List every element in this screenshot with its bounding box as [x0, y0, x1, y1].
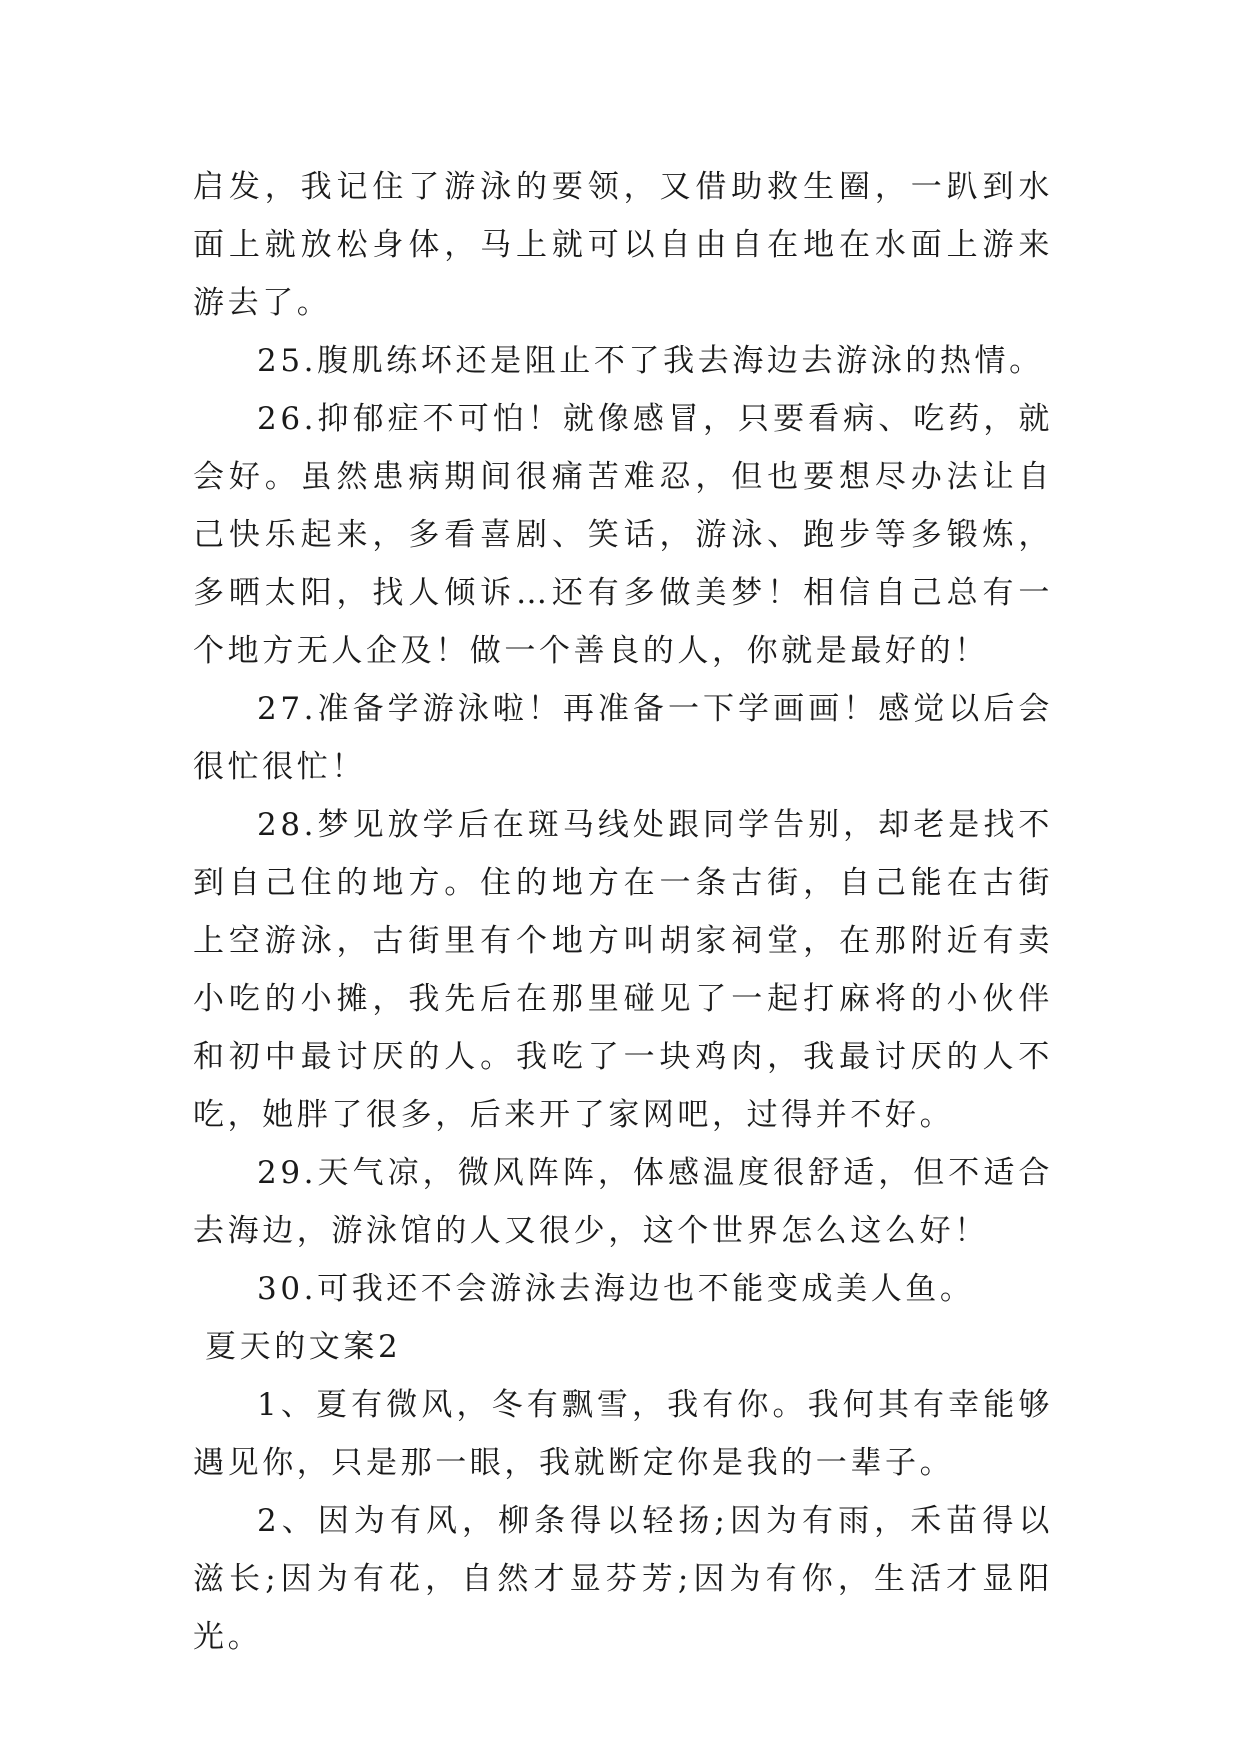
paragraph-item-26: 26.抑郁症不可怕！就像感冒，只要看病、吃药，就会好。虽然患病期间很痛苦难忍，但也要想尽办法让自己快乐起来，多看喜剧、笑话，游泳、跑步等多锻炼，多晒太阳，找人倾诉…还有多做美梦！相信自己总有一个地方无人企及！做一个善良的人，你就是最好的！ — [193, 401, 1053, 669]
paragraph-item-28: 28.梦见放学后在斑马线处跟同学告别，却老是找不到自己住的地方。住的地方在一条古街，自己能在古街上空游泳，古街里有个地方叫胡家祠堂，在那附近有卖小吃的小摊，我先后在那里碰见了一起打麻将的小伙伴和初中最讨厌的人。我吃了一块鸡肉，我最讨厌的人不吃，她胖了很多，后来开了家网吧，过得并不好。 — [193, 807, 1053, 1133]
paragraph-continuation: 启发，我记住了游泳的要领，又借助救生圈，一趴到水面上就放松身体，马上就可以自由自在地在水面上游来游去了。 — [193, 169, 1053, 321]
paragraph-item-25: 25.腹肌练坏还是阻止不了我去海边去游泳的热情。 — [257, 343, 1044, 379]
paragraph-item-27: 27.准备学游泳啦！再准备一下学画画！感觉以后会很忙很忙！ — [193, 691, 1053, 785]
document-body — [193, 158, 1053, 1666]
paragraph-item-29: 29.天气凉，微风阵阵，体感温度很舒适，但不适合去海边，游泳馆的人又很少，这个世界怎么这么好！ — [193, 1155, 1053, 1249]
section-heading: 夏天的文案2 — [205, 1329, 402, 1365]
paragraph-section2-item-2: 2、因为有风，柳条得以轻扬;因为有雨，禾苗得以滋长;因为有花，自然才显芬芳;因为有你，生活才显阳光。 — [193, 1503, 1053, 1655]
paragraph-section2-item-1: 1、夏有微风，冬有飘雪，我有你。我何其有幸能够遇见你，只是那一眼，我就断定你是我的一辈子。 — [193, 1387, 1053, 1481]
paragraph-item-30: 30.可我还不会游泳去海边也不能变成美人鱼。 — [257, 1271, 975, 1307]
